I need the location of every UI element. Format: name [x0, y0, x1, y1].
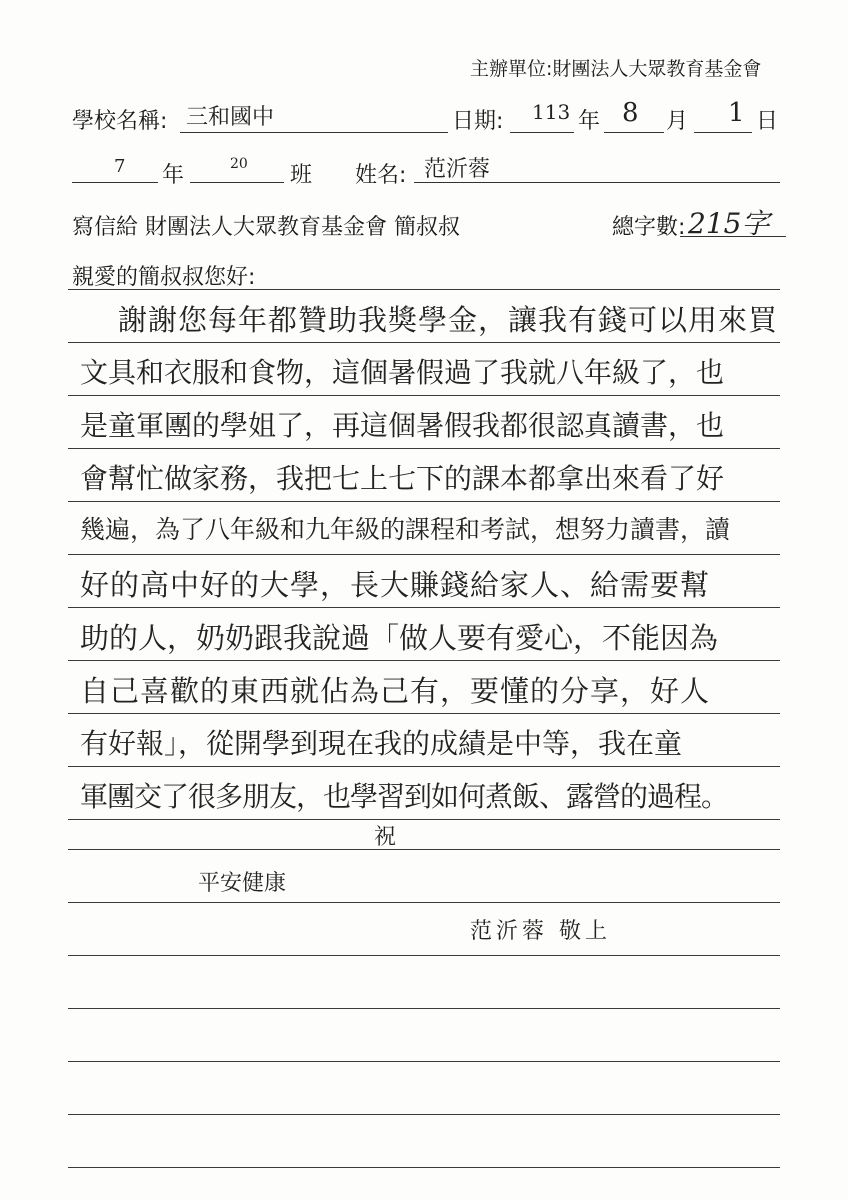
- letter-line: 自己喜歡的東西就佔為己有，要懂的分享，好人: [80, 674, 711, 708]
- school-label: 學校名稱:: [72, 109, 168, 134]
- organizer-label: 主辦單位:財團法人大眾教育基金會: [470, 58, 762, 80]
- date-label: 日期:: [452, 109, 504, 134]
- writing-line: [68, 1167, 780, 1168]
- writing-line: [68, 819, 780, 820]
- writing-line: [68, 660, 780, 661]
- writing-line: [68, 766, 780, 767]
- month-unit: 月: [666, 109, 689, 134]
- school-underline: [180, 132, 448, 133]
- grade-value: 7: [114, 156, 126, 177]
- writing-line: [68, 342, 780, 343]
- year-underline: [510, 132, 574, 133]
- month-underline: [604, 132, 664, 133]
- writing-line: [68, 1008, 780, 1009]
- letter-line: 幾遍，為了八年級和九年級的課程和考試，想努力讀書，讀: [80, 515, 731, 544]
- name-label: 姓名:: [355, 163, 407, 188]
- writing-line: [68, 289, 780, 290]
- name-value: 范沂蓉: [424, 157, 491, 182]
- day-underline: [694, 132, 752, 133]
- writing-line: [68, 1114, 780, 1115]
- letter-line: 謝謝您每年都贊助我獎學金，讓我有錢可以用來買: [118, 303, 779, 337]
- writing-line: [68, 902, 780, 903]
- writing-line: [68, 607, 780, 608]
- greeting: 親愛的簡叔叔您好:: [72, 265, 256, 290]
- writing-line: [68, 849, 780, 850]
- name-underline: [414, 182, 780, 183]
- date-month: 8: [622, 98, 639, 128]
- writing-line: [68, 395, 780, 396]
- word-count-underline: [680, 236, 786, 237]
- blessing: 平安健康: [198, 871, 287, 896]
- writing-line: [68, 448, 780, 449]
- letter-line: 好的高中好的大學，長大賺錢給家人、給需要幫: [80, 568, 711, 602]
- letter-line: 軍團交了很多朋友，也學習到如何煮飯、露營的過程。: [80, 780, 729, 813]
- date-year: 113: [532, 100, 571, 124]
- word-count-value: 215字: [688, 207, 770, 240]
- school-value: 三和國中: [186, 105, 275, 130]
- date-day: 1: [728, 98, 745, 128]
- day-unit: 日: [756, 109, 779, 134]
- grade-underline: [72, 182, 158, 183]
- closing-wish: 祝: [374, 825, 397, 850]
- letter-line: 有好報」，從開學到現在我的成績是中等，我在童: [80, 727, 683, 760]
- letter-line: 文具和衣服和食物，這個暑假過了我就八年級了，也: [80, 356, 725, 389]
- recipient-text: 寫信給 財團法人大眾教育基金會 簡叔叔: [72, 215, 460, 240]
- year-unit: 年: [578, 109, 601, 134]
- class-underline: [190, 182, 284, 183]
- writing-line: [68, 1061, 780, 1062]
- class-unit: 班: [290, 163, 313, 188]
- writing-line: [68, 554, 780, 555]
- writing-line: [68, 501, 780, 502]
- letter-line: 會幫忙做家務，我把七上七下的課本都拿出來看了好: [80, 462, 725, 495]
- letter-line: 助的人，奶奶跟我說過「做人要有愛心，不能因為: [80, 621, 719, 655]
- letter-line: 是童軍團的學姐了，再這個暑假我都很認真讀書，也: [80, 409, 725, 442]
- writing-line: [68, 955, 780, 956]
- word-count-label: 總字數:: [612, 215, 686, 240]
- class-value: 20: [230, 156, 248, 172]
- grade-unit: 年: [162, 163, 185, 188]
- signature: 范沂蓉 敬上: [470, 919, 611, 944]
- writing-line: [68, 713, 780, 714]
